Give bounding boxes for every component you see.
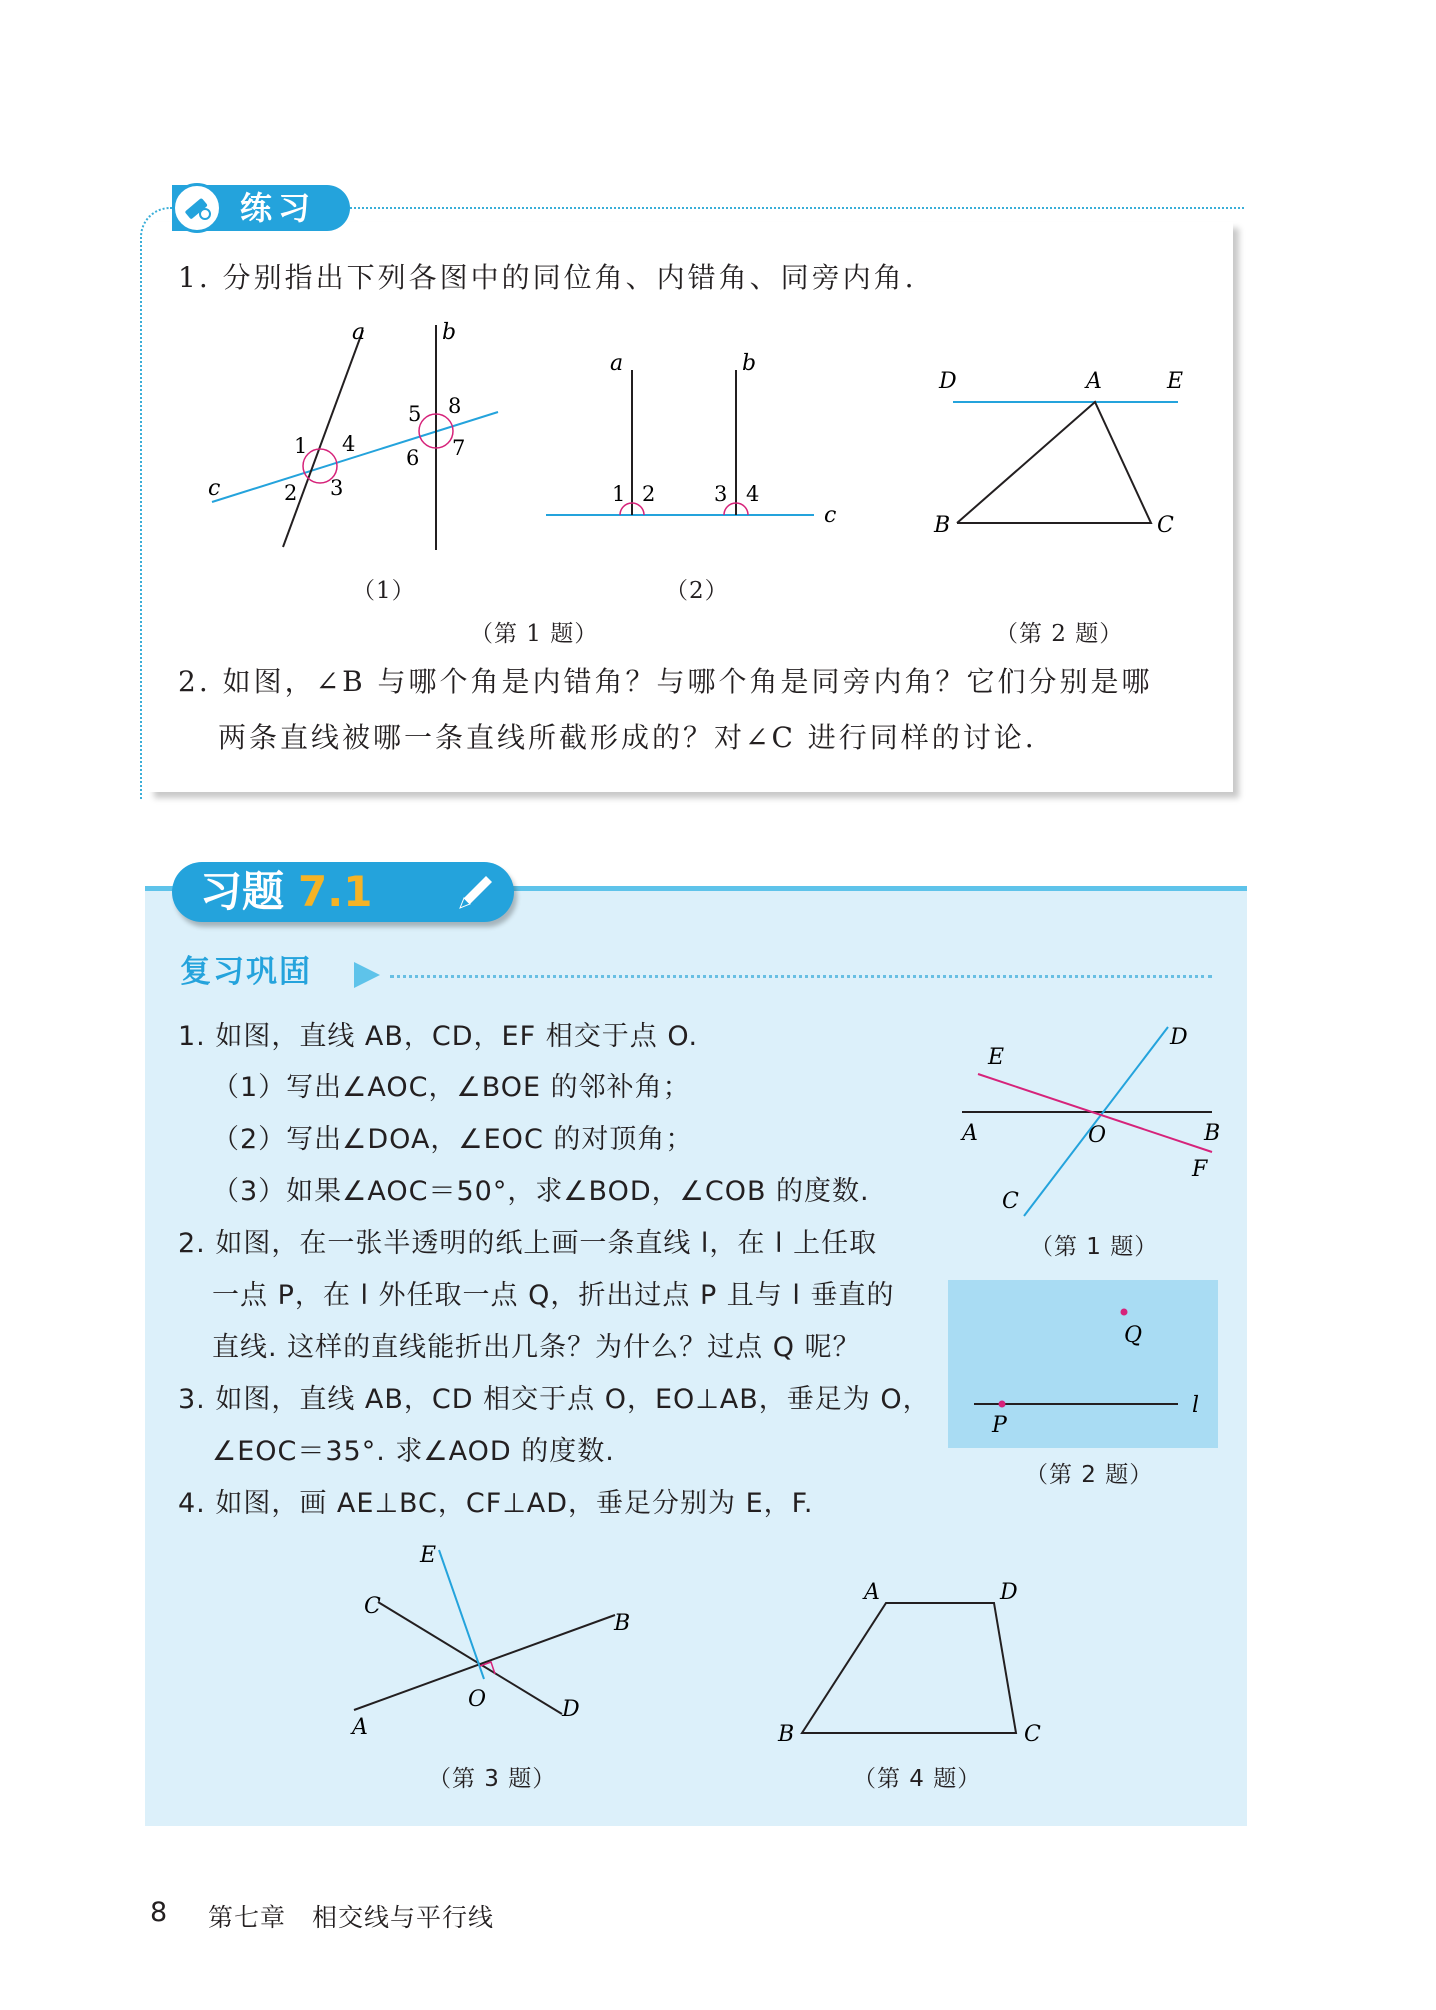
hw2-label-l: l <box>1192 1393 1200 1418</box>
hw3-label-E: E <box>420 1543 437 1568</box>
hw4-label-C: C <box>1024 1722 1041 1745</box>
hw3-label-C: C <box>364 1594 381 1619</box>
exercise-question-2-line-2: 两条直线被哪一条直线所截形成的？对∠C 进行同样的讨论. <box>218 721 1037 754</box>
hw4-label-B: B <box>778 1722 795 1745</box>
hw-figure-q2 <box>948 1280 1218 1448</box>
hw-line-10: 4. 如图，画 AE⊥BC，CF⊥AD，垂足分别为 E，F. <box>178 1488 814 1519</box>
fig1-label-3: 3 <box>330 476 344 500</box>
fig1-label-5: 5 <box>408 402 422 426</box>
hw-line-9: ∠EOC＝35°. 求∠AOD 的度数. <box>212 1436 615 1467</box>
hw-figure-q4 <box>770 1575 1060 1745</box>
triangle-label-D: D <box>939 369 957 394</box>
fig2-label-b: b <box>742 351 757 376</box>
fig1-label-c: c <box>208 476 221 501</box>
hw2-label-P: P <box>992 1413 1007 1438</box>
hw-line-3: （2）写出∠DOA，∠EOC 的对顶角； <box>212 1124 694 1155</box>
exercise-title: 练习 <box>240 189 317 227</box>
triangle-label-A: A <box>1086 369 1102 394</box>
fig2-label-2: 2 <box>642 482 656 506</box>
fig1-label-4: 4 <box>342 432 356 456</box>
caption-hw-q2: （第 2 题） <box>1025 1462 1154 1488</box>
hw3-label-A: A <box>352 1715 368 1738</box>
hw-line-2: （1）写出∠AOC，∠BOE 的邻补角； <box>212 1072 691 1103</box>
hw3-label-O: O <box>468 1687 487 1712</box>
hw1-label-F: F <box>1192 1157 1208 1182</box>
caption-exercise-q2: （第 2 题） <box>995 621 1124 647</box>
fig2-label-1: 1 <box>612 482 626 506</box>
hw-figure-q3 <box>340 1538 640 1738</box>
caption-hw-q4: （第 4 题） <box>853 1766 982 1792</box>
hw1-label-E: E <box>988 1045 1005 1070</box>
hw-line-6: 一点 P，在 l 外任取一点 Q，折出过点 P 且与 l 垂直的 <box>212 1280 895 1311</box>
triangle-label-B: B <box>934 513 951 538</box>
caption-hw-q1: （第 1 题） <box>1030 1234 1159 1260</box>
fig2-caption: （2） <box>665 578 729 604</box>
triangle-arrow-icon <box>352 960 382 990</box>
hw-line-1: 1. 如图，直线 AB，CD，EF 相交于点 O. <box>178 1021 699 1052</box>
hw-line-7: 直线. 这样的直线能折出几条？为什么？过点 Q 呢？ <box>212 1332 861 1363</box>
hw4-label-A: A <box>864 1580 880 1605</box>
hw-figure-q1 <box>950 1020 1230 1220</box>
fig2-label-c: c <box>824 503 837 528</box>
hw3-label-D: D <box>562 1697 580 1722</box>
exercise-question-2-line-1: 2. 如图，∠B 与哪个角是内错角？与哪个角是同旁内角？它们分别是哪 <box>178 665 1153 698</box>
chapter-title: 第七章 相交线与平行线 <box>208 1903 495 1932</box>
fig1-label-6: 6 <box>406 446 420 470</box>
exercise-figure-1 <box>200 315 520 555</box>
page-number: 8 <box>150 1897 168 1928</box>
hw1-label-C: C <box>1002 1189 1019 1214</box>
exercise-question-1: 1. 分别指出下列各图中的同位角、内错角、同旁内角. <box>178 261 917 294</box>
fig1-caption: （1） <box>352 578 416 604</box>
subheading-dotted-rule <box>390 975 1212 978</box>
exercise-triangle-figure <box>925 365 1245 545</box>
hw3-label-B: B <box>614 1611 631 1636</box>
triangle-label-E: E <box>1167 369 1184 394</box>
fig2-label-4: 4 <box>746 482 760 506</box>
homework-title-text: 习题 <box>200 867 285 916</box>
fig1-label-b: b <box>442 320 457 345</box>
caption-hw-q3: （第 3 题） <box>428 1766 557 1792</box>
hw-line-8: 3. 如图，直线 AB，CD 相交于点 O，EO⊥AB，垂足为 O， <box>178 1384 931 1415</box>
review-subheading-text: 复习巩固 <box>180 954 312 990</box>
hw1-label-A: A <box>962 1121 978 1146</box>
triangle-label-C: C <box>1157 513 1174 538</box>
homework-number: 7.1 <box>298 867 373 916</box>
hw1-label-B: B <box>1204 1121 1221 1146</box>
exercise-figure-2 <box>538 340 858 530</box>
hw4-label-D: D <box>1000 1580 1018 1605</box>
fig1-label-7: 7 <box>452 436 466 460</box>
fig1-label-8: 8 <box>448 394 462 418</box>
homework-title <box>200 862 372 922</box>
fig1-label-2: 2 <box>284 481 298 505</box>
fig1-label-a: a <box>352 320 366 345</box>
fig2-label-a: a <box>610 351 624 376</box>
fig1-label-1: 1 <box>294 434 308 458</box>
review-subheading <box>180 950 312 994</box>
hw1-label-O: O <box>1088 1123 1107 1148</box>
caption-exercise-q1: （第 1 题） <box>470 621 599 647</box>
hw1-label-D: D <box>1170 1025 1188 1050</box>
hw-line-4: （3）如果∠AOC＝50°，求∠BOD，∠COB 的度数. <box>212 1176 870 1207</box>
hw2-label-Q: Q <box>1124 1323 1143 1348</box>
pencil-icon <box>452 868 500 916</box>
fig2-label-3: 3 <box>714 482 728 506</box>
hw-line-5: 2. 如图，在一张半透明的纸上画一条直线 l，在 l 上任取 <box>178 1228 878 1259</box>
exercise-pencil-icon <box>172 183 222 233</box>
